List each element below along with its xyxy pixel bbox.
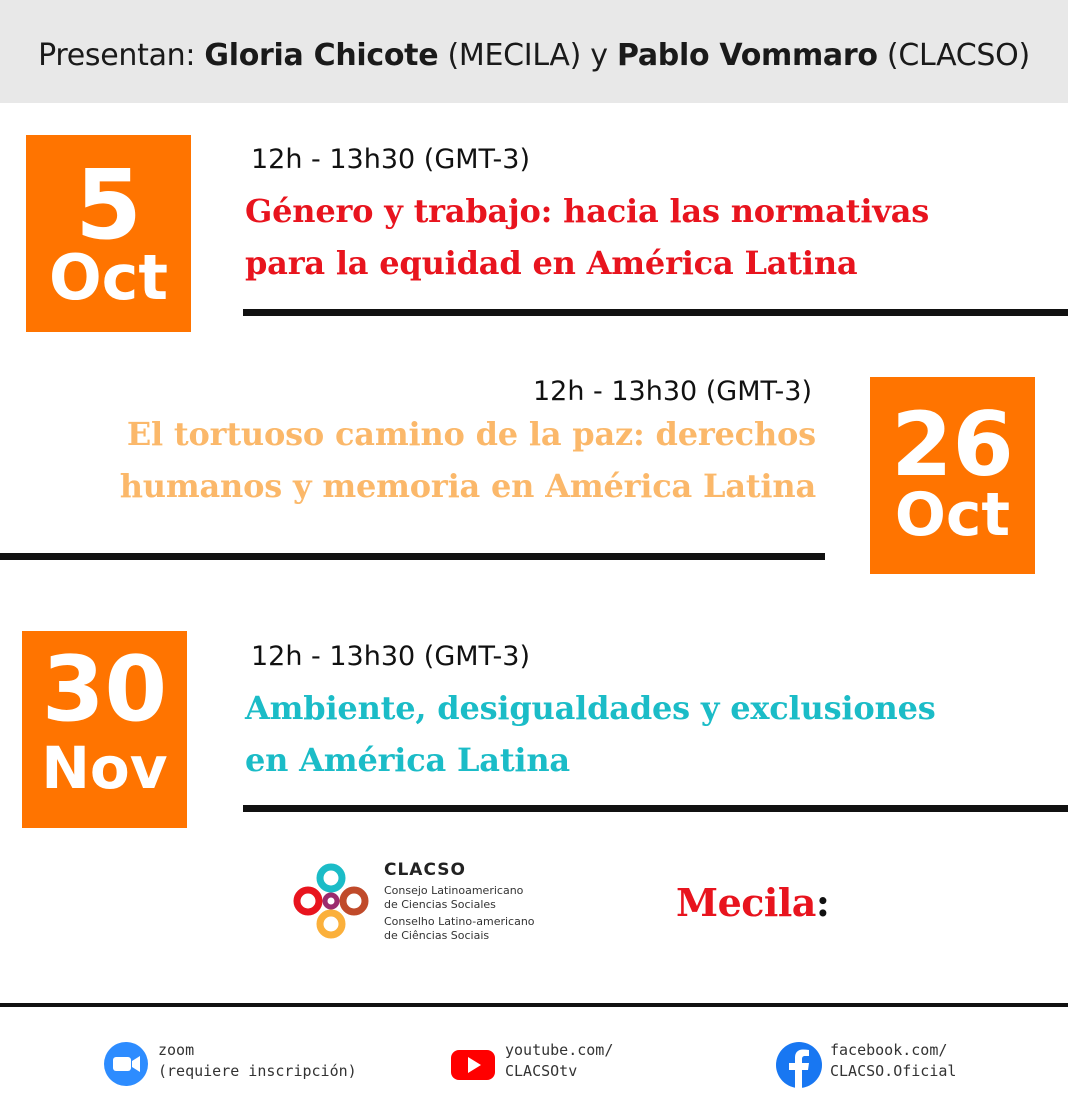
date-badge-1 bbox=[26, 135, 191, 332]
facebook-text bbox=[830, 1040, 956, 1082]
session-time-2: 12h - 13h30 (GMT-3) bbox=[532, 376, 812, 407]
date-month-3: Nov bbox=[41, 734, 168, 802]
date-day-3: 30 bbox=[41, 637, 168, 742]
facebook-link[interactable] bbox=[776, 1040, 976, 1090]
zoom-icon bbox=[104, 1042, 148, 1086]
presenters-prefix: Presentan: bbox=[38, 38, 205, 73]
cut-off-title bbox=[170, 0, 690, 6]
session-title-3-line1: Ambiente, desigualdades y exclusiones bbox=[245, 689, 936, 727]
session-title-2-line1: El tortuoso camino de la paz: derechos bbox=[126, 415, 816, 453]
clacso-logo bbox=[290, 860, 550, 945]
footer-divider bbox=[0, 1003, 1068, 1007]
facebook-icon bbox=[776, 1042, 822, 1088]
clacso-es-2: de Ciencias Sociales bbox=[384, 898, 496, 911]
session-title-3-line2: en América Latina bbox=[245, 741, 570, 779]
date-day-2: 26 bbox=[891, 393, 1014, 496]
presenter-2-name: Pablo Vommaro bbox=[616, 38, 878, 73]
presenters-line bbox=[0, 38, 1068, 73]
clacso-pt-2: de Ciências Sociais bbox=[384, 929, 490, 942]
clacso-pt-1: Conselho Latino-americano bbox=[384, 915, 535, 928]
mecila-logo bbox=[676, 880, 829, 925]
session-time-3: 12h - 13h30 (GMT-3) bbox=[251, 641, 531, 672]
youtube-icon bbox=[451, 1042, 495, 1086]
clacso-logo-icon bbox=[290, 860, 372, 942]
divider-2 bbox=[0, 553, 825, 560]
date-badge-3 bbox=[22, 631, 187, 828]
date-month-2: Oct bbox=[894, 480, 1011, 550]
youtube-line-1: youtube.com/ bbox=[505, 1041, 614, 1059]
divider-1 bbox=[243, 309, 1068, 316]
session-title-1-line1: Género y trabajo: hacia las normativas bbox=[245, 192, 930, 230]
zoom-link[interactable] bbox=[104, 1040, 357, 1090]
mecila-colon: : bbox=[815, 880, 830, 925]
session-title-3 bbox=[245, 682, 936, 786]
zoom-text bbox=[158, 1040, 357, 1082]
divider-3 bbox=[243, 805, 1068, 812]
mecila-name: Mecila bbox=[676, 880, 816, 925]
date-day-1: 5 bbox=[75, 149, 142, 261]
youtube-link[interactable] bbox=[451, 1040, 631, 1090]
zoom-line-2: (requiere inscripción) bbox=[158, 1062, 357, 1080]
presenter-1-org: (MECILA) y bbox=[438, 38, 617, 73]
clacso-es-1: Consejo Latinoamericano bbox=[384, 884, 524, 897]
session-title-2 bbox=[120, 408, 816, 512]
session-title-1 bbox=[245, 185, 929, 289]
session-time-1: 12h - 13h30 (GMT-3) bbox=[251, 144, 531, 175]
header-band bbox=[0, 0, 1068, 103]
date-month-1: Oct bbox=[48, 241, 169, 314]
youtube-text bbox=[505, 1040, 613, 1082]
presenter-2-org: (CLACSO) bbox=[877, 38, 1030, 73]
zoom-line-1: zoom bbox=[158, 1041, 195, 1059]
youtube-line-2: CLACSOtv bbox=[505, 1062, 578, 1080]
session-title-2-line2: humanos y memoria en América Latina bbox=[119, 467, 816, 505]
facebook-line-2: CLACSO.Oficial bbox=[830, 1062, 957, 1080]
session-title-1-line2: para la equidad en América Latina bbox=[245, 244, 858, 282]
clacso-name: CLACSO bbox=[384, 860, 466, 880]
date-badge-2 bbox=[870, 377, 1035, 574]
facebook-line-1: facebook.com/ bbox=[830, 1041, 948, 1059]
presenter-1-name: Gloria Chicote bbox=[204, 38, 439, 73]
